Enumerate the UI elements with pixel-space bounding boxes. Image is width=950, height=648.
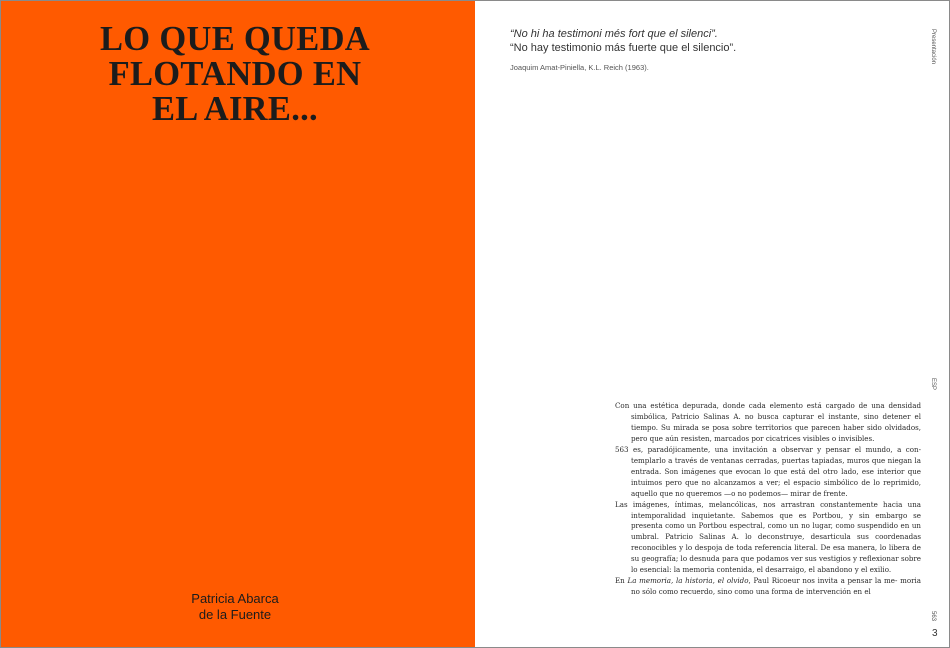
right-page-text xyxy=(475,1,949,647)
paragraph xyxy=(615,576,921,598)
author-line: Patricia Abarca xyxy=(191,591,279,606)
paragraph-rest: intemporalidad inquietante. Sabemos que es Portbou, y sin embargo se presenta como un Portbou espectral, como un no lugar, como suspendido en un umbral. Patricio Salinas A. lo deconstruye, desarticula sus coordenadas reconocibles y lo despoja de toda referencia literal. De esa manera, lo libera de su geografía; lo desnuda para que podamos ver sus vestigios y reflexionar sobre lo esencial: la memoria contenida, el desarraigo, el abandono y el exilio. xyxy=(631,510,921,575)
author-line: de la Fuente xyxy=(198,607,272,622)
title-line: FLOTANDO EN xyxy=(108,55,362,93)
page-range-label: 563 xyxy=(930,611,936,622)
paragraph-rest: simbólica, Patricio Salinas A. no busca capturar el instante, sino detener el tiempo. Su mirada se posa sobre territorios que parecen haber sido olvidados, pero que aún resisten, marcados por cicatrices visibles o invisibles. xyxy=(631,411,921,443)
paragraph-lead: Con una estética depurada, donde cada elemento está cargado de una densidad xyxy=(615,401,921,410)
paragraph-rest: templarlo a través de ventanas cerradas, puertas tapiadas, muros que niegan la entrada. Son imágenes que evocan lo que está del otro lado, ese interior que intuimos pero que no alcanzamos a ver; el espacio simbólico de lo reprimido, aquello que no queremos —o no podemos— mirar de frente. xyxy=(631,455,921,498)
paragraph-lead: 563 es, paradójicamente, una invitación a observar y pensar el mundo, a con- xyxy=(615,444,921,454)
title-line: EL AIRE... xyxy=(152,90,318,128)
lead-text: En xyxy=(615,576,628,586)
paragraph xyxy=(615,500,921,577)
epigraph-citation: Joaquim Amat-Piniella, K.L. Reich (1963). xyxy=(510,63,649,72)
body-text xyxy=(615,401,921,598)
paragraph-rest: moria no sólo como recuerdo, sino como una forma de intervención en el xyxy=(631,576,921,597)
paragraph-lead: Las imágenes, íntimas, melancólicas, nos arrastran constantemente hacia una xyxy=(615,499,921,509)
paragraph xyxy=(615,445,921,500)
epigraph xyxy=(510,27,736,75)
author-name xyxy=(1,591,469,623)
paragraph xyxy=(615,401,921,445)
epigraph-spanish: “No hay testimonio más fuerte que el silencio”. xyxy=(510,42,737,54)
epigraph-catalan: “No hi ha testimoni més fort que el silenci”. xyxy=(510,28,718,40)
section-label: Presentación xyxy=(930,29,936,65)
language-label: ESP xyxy=(930,378,936,391)
paragraph-lead xyxy=(615,576,897,585)
page-title xyxy=(1,22,469,127)
page-number: 3 xyxy=(932,628,938,639)
book-title: La memoria, la historia, el olvido xyxy=(627,576,749,586)
lead-text: , Paul Ricoeur nos invita a pensar la me- xyxy=(748,576,898,586)
left-page-cover xyxy=(1,1,475,647)
title-line: LO QUE QUEDA xyxy=(99,20,371,58)
